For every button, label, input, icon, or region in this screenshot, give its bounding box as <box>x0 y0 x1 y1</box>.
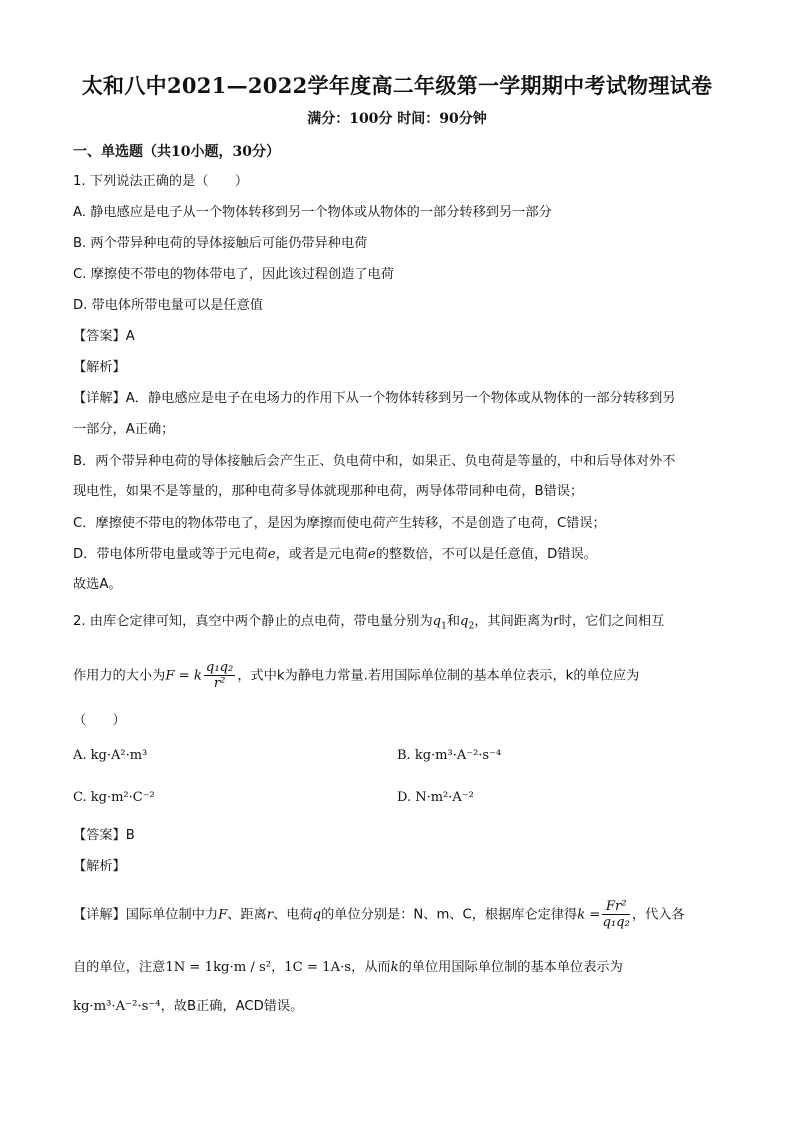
detail-text: 、电荷 <box>273 907 313 923</box>
detail-d-text-b: ，或者是元电荷 <box>275 547 368 562</box>
detail-text: 的单位分别是：N、m、C，根据库仑定律得 <box>321 907 578 923</box>
q1-option-b: B. 两个带异种电荷的导体接触后可能仍带异种电荷 <box>73 236 368 251</box>
var-q2-base: q <box>460 614 469 629</box>
detail-text: ，代入各 <box>631 907 685 923</box>
q2-detail-line-1 <box>73 899 685 930</box>
q2-stem-text-d: ，式中k为静电力常量.若用国际单位制的基本单位表示，k的单位应为 <box>237 668 640 684</box>
detail-text: A．静电感应是电子在电场力的作用下从一个物体转移到另一个物体或从物体的一部分转移到另 <box>125 391 676 406</box>
var-f: F <box>218 907 228 923</box>
detail-tag: 【详解】 <box>73 391 126 406</box>
section-heading: 一、单选题（共10小题，30分） <box>73 144 280 160</box>
unit-coulomb-def: 1C = 1A·s <box>284 960 352 975</box>
var-q1: $q_1$ <box>432 614 447 632</box>
detail-d-text-a: D．带电体所带电量或等于元电荷 <box>73 547 268 562</box>
q1-option-d: D. 带电体所带电量可以是任意值 <box>73 298 263 313</box>
q1-answer <box>73 327 135 347</box>
q2-detail-line-2 <box>73 958 623 978</box>
coulomb-fraction <box>204 660 235 691</box>
answer-tag: 【答案】 <box>73 329 126 344</box>
detail-text: 国际单位制中力 <box>125 907 219 923</box>
var-q1-base: q <box>432 614 442 629</box>
q2-stem-text-a: 2. 由库仑定律可知，真空中两个静止的点电荷，带电量分别为 <box>73 614 433 629</box>
q2-stem-text-b: ，其间距离为r时，它们之间相互 <box>474 614 665 629</box>
exam-title: 太和八中2021—2022学年度高二年级第一学期期中考试物理试卷 <box>81 73 713 98</box>
q2-option-c: C. kg·m²·C⁻² <box>73 790 155 805</box>
q1-detail-line-2: 一部分，A正确； <box>73 422 175 437</box>
detail-d-text-c: 的整数倍，不可以是任意值，D错误。 <box>375 547 597 562</box>
k-fraction <box>602 899 629 930</box>
coulomb-numerator: q₁q₂ <box>205 660 234 675</box>
unit-newton-def: 1N = 1kg·m / s² <box>165 960 272 975</box>
q2-stem-text-c: 作用力的大小为 <box>73 668 166 684</box>
q1-option-c: C. 摩擦使不带电的物体带电了，因此该过程创造了电荷 <box>73 267 394 282</box>
coulomb-formula-lhs: F = k <box>165 668 202 684</box>
q2-answer <box>73 826 135 846</box>
q2-stem-paren: （ ） <box>73 713 126 728</box>
q1-detail-line-4: 现电性，如果不是等量的，那种电荷多导体就现那种电荷，两导体带同种电荷，B错误； <box>73 484 584 499</box>
detail-text: ，从而 <box>351 960 391 975</box>
answer-value: A <box>125 329 135 344</box>
q1-stem: 1. 下列说法正确的是（ ） <box>73 174 249 189</box>
k-formula-lhs: k = <box>577 907 601 923</box>
q1-detail-line-3: B．两个带异种电荷的导体接触后会产生正、负电荷中和，如果正、负电荷是等量的，中和后导体对外不 <box>73 454 676 469</box>
detail-text: 、距离 <box>227 907 267 923</box>
detail-text: ，故B正确，ACD错误。 <box>160 999 304 1014</box>
q2-option-b: B. kg·m³·A⁻²·s⁻⁴ <box>397 748 502 763</box>
var-k: k <box>390 960 399 975</box>
answer-tag: 【答案】 <box>73 828 126 843</box>
q2-stem-line-2 <box>73 660 639 691</box>
q2-stem-and: 和 <box>446 614 461 629</box>
q2-option-a: A. kg·A²·m³ <box>73 748 148 763</box>
exam-subtitle: 满分：100分 时间：90分钟 <box>307 111 487 127</box>
q1-detail-line-1 <box>73 389 675 409</box>
coulomb-denominator: r² <box>213 676 226 691</box>
var-e: e <box>267 547 276 562</box>
q1-analysis-tag: 【解析】 <box>73 360 126 375</box>
k-numerator: Fr² <box>602 899 629 915</box>
q2-option-d: D. N·m²·A⁻² <box>397 790 474 805</box>
detail-text: 自的单位，注意 <box>73 960 166 975</box>
var-q2: $q_2$ <box>460 614 475 632</box>
answer-value: B <box>125 828 135 843</box>
q1-conclusion: 故选A。 <box>73 577 122 592</box>
var-e: e <box>367 547 376 562</box>
q1-detail-line-5: C．摩擦使不带电的物体带电了，是因为摩擦而使电荷产生转移，不是创造了电荷，C错误； <box>73 516 606 531</box>
q1-option-a: A. 静电感应是电子从一个物体转移到另一个物体或从物体的一部分转移到另一部分 <box>73 205 552 220</box>
detail-text: 的单位用国际单位制的基本单位表示为 <box>398 960 623 975</box>
q2-analysis-tag: 【解析】 <box>73 859 126 874</box>
detail-tag: 【详解】 <box>73 907 126 923</box>
q2-stem-line-1 <box>73 612 664 637</box>
detail-text: ， <box>271 960 285 975</box>
var-r: r <box>266 907 274 923</box>
k-unit: kg·m³·A⁻²·s⁻⁴ <box>73 999 161 1014</box>
k-denominator: q₁q₂ <box>602 915 630 930</box>
var-q: q <box>312 907 322 923</box>
q1-detail-line-6 <box>73 545 597 565</box>
q2-detail-line-3 <box>73 997 303 1017</box>
